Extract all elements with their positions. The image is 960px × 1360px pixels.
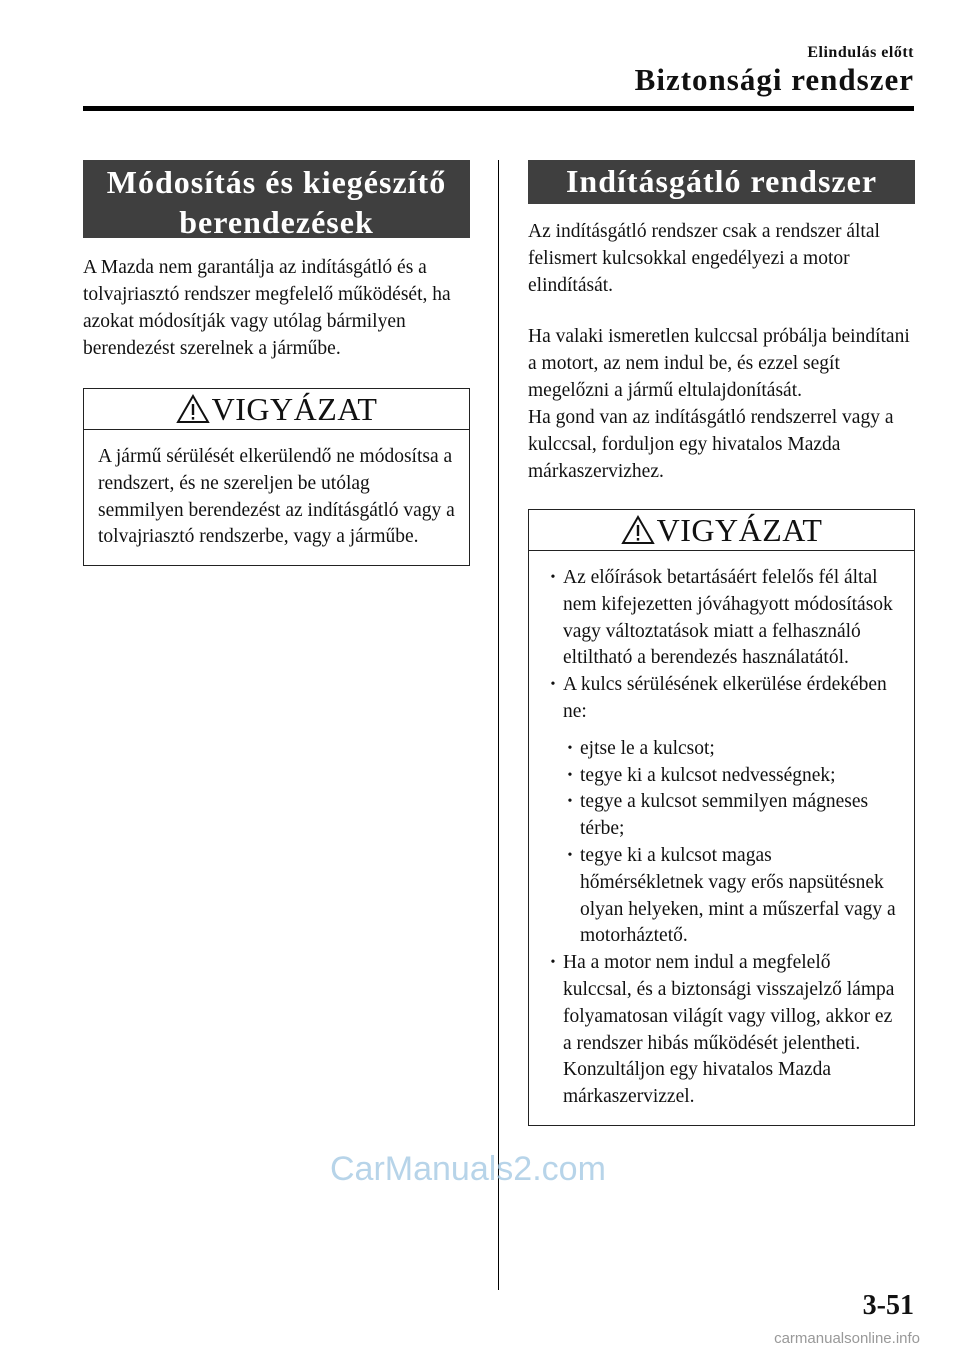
header-rule <box>83 106 914 111</box>
warning-header <box>529 510 914 551</box>
sub-bullet <box>560 736 900 763</box>
bullet-text: Az előírások betartásáért felelős fél által nem kifejezetten jóváhagyott módosítások vagy változtatások miatt a felhasználó eltiltható a berendezés használatától. <box>563 567 893 669</box>
warning-text: A jármű sérülését elkerülendő ne módosítsa a rendszert, és ne szereljen be utólag semmilyen berendezést az indításgátló vagy a tolvajriasztó rendszerbe, vagy a járműbe. <box>98 446 455 548</box>
warning-bullet <box>543 672 900 726</box>
sub-bullet-text: tegye a kulcsot semmilyen mágneses térbe; <box>580 791 869 840</box>
column-divider <box>498 160 499 1290</box>
immobilizer-paragraph-2b: Ha gond van az indításgátló rendszerrel vagy a kulccsal, forduljon egy hivatalos Mazda márkaszervizhez. <box>528 407 894 482</box>
warning-header <box>84 389 469 430</box>
bullet-dot: • <box>567 740 573 756</box>
sub-bullet <box>560 789 900 843</box>
sub-bullet <box>560 763 900 790</box>
warning-triangle-icon <box>176 394 210 424</box>
watermark: CarManuals2.com <box>330 1150 606 1188</box>
sub-bullet <box>560 843 900 950</box>
section-heading-modifications: Módosítás és kiegészítő berendezések <box>83 160 470 238</box>
bullet-dot: • <box>567 794 573 810</box>
right-column <box>528 160 915 1126</box>
bullet-dot: • <box>550 570 556 585</box>
chapter-subtitle: Elindulás előtt <box>807 44 914 61</box>
warning-box-immobilizer <box>528 509 915 1126</box>
warning-body <box>529 551 914 1125</box>
bullet-dot: • <box>550 677 556 693</box>
warning-box-modifications <box>83 388 470 566</box>
bullet-dot: • <box>550 955 556 971</box>
chapter-title: Biztonsági rendszer <box>634 62 914 97</box>
warning-triangle-icon <box>621 515 655 545</box>
warning-bullet <box>543 565 900 672</box>
footer-site-mark: carmanualsonline.info <box>774 1330 920 1347</box>
page-number: 3-51 <box>862 1290 914 1321</box>
warning-title: VIGYÁZAT <box>211 390 378 427</box>
bullet-dot: • <box>567 847 573 863</box>
modifications-paragraph: A Mazda nem garantálja az indításgátló és a tolvajriasztó rendszer megfelelő működését, ha azokat módosítják vagy utólag bármilyen berendezést szerelnek a járműbe. <box>83 257 451 359</box>
warning-bullet <box>543 950 900 1111</box>
bullet-text: A kulcs sérülésének elkerülése érdekében ne: <box>563 674 887 722</box>
sub-bullet-list <box>543 736 900 950</box>
sub-bullet-text: tegye ki a kulcsot magas hőmérsékletnek vagy erős napsütésnek olyan helyeken, mint a műszerfal vagy a motorháztető. <box>580 844 896 947</box>
sub-bullet-text: tegye ki a kulcsot nedvességnek; <box>580 764 836 786</box>
warning-title: VIGYÁZAT <box>656 511 823 548</box>
bullet-text: Ha a motor nem indul a megfelelő kulccsal, és a biztonsági visszajelző lámpa folyamatosan világít vagy villog, akkor ez a rendszer hibás működését jelentheti. Konzultáljon egy hivatalos Mazda márkaszervizzel. <box>563 952 895 1108</box>
bullet-dot: • <box>567 767 573 783</box>
left-column <box>83 160 470 566</box>
sub-bullet-text: ejtse le a kulcsot; <box>580 737 715 759</box>
section-heading-immobilizer: Indításgátló rendszer <box>528 160 915 204</box>
warning-body <box>84 430 469 565</box>
immobilizer-paragraph-1: Az indításgátló rendszer csak a rendszer által felismert kulcsokkal engedélyezi a motor elindítását. <box>528 221 880 296</box>
immobilizer-paragraph-2a: Ha valaki ismeretlen kulccsal próbálja beindítani a motort, az nem indul be, és ezzel segít megelőzni a jármű eltulajdonítását. <box>528 326 910 401</box>
